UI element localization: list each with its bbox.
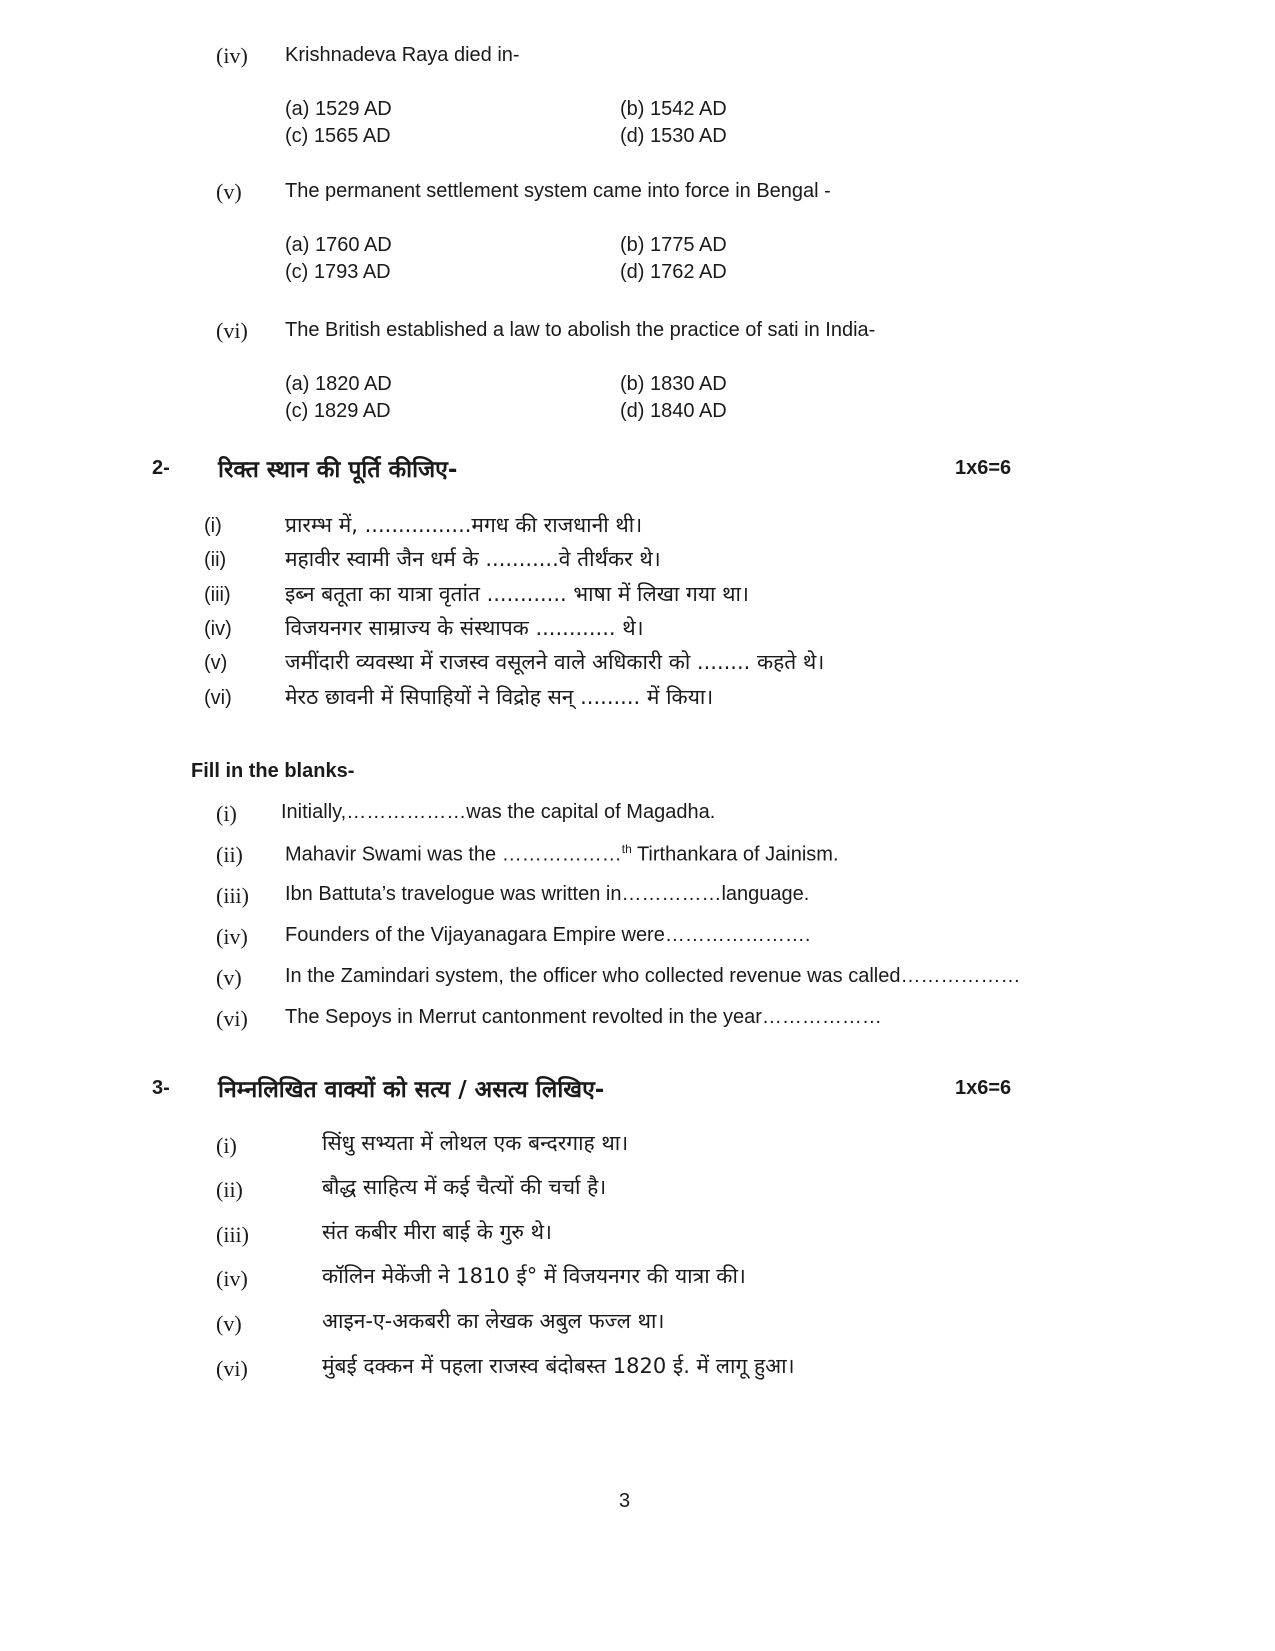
item-text: Mahavir Swami was the ………………$^{th}$ Tirthankara of Jainism. xyxy=(285,842,839,866)
statement-text: बौद्ध साहित्य में कई चैत्यों की चर्चा है। xyxy=(322,1175,607,1199)
option-c: (c) 1829 AD xyxy=(285,400,391,422)
item-number: (vi) xyxy=(216,1006,248,1031)
option-d: (d) 1530 AD xyxy=(620,125,727,147)
statement-text: संत कबीर मीरा बाई के गुरु थे। xyxy=(322,1220,553,1244)
section-marks: 1x6=6 xyxy=(955,457,1012,479)
option-d: (d) 1840 AD xyxy=(620,400,727,422)
option-a: (a) 1529 AD xyxy=(285,98,392,120)
question-number: (vi) xyxy=(216,318,248,343)
item-text-hindi: मेरठ छावनी में सिपाहियों ने विद्रोह सन् ......... में किया। xyxy=(285,685,714,709)
section-number: 2- xyxy=(152,457,170,479)
item-text: Founders of the Vijayanagara Empire were…………………. xyxy=(285,924,811,946)
item-number: (i) xyxy=(216,1133,237,1158)
option-d: (d) 1762 AD xyxy=(620,261,727,283)
item-number: (iv) xyxy=(204,618,232,640)
item-number: (i) xyxy=(204,515,222,537)
question-text: The permanent settlement system came into force in Bengal - xyxy=(285,180,831,202)
item-number: (i) xyxy=(216,801,237,826)
statement-text: मुंबई दक्कन में पहला राजस्व बंदोबस्त 1820 ई. में लागू हुआ। xyxy=(322,1354,795,1378)
item-number: (v) xyxy=(216,965,242,990)
statement-text: कॉलिन मेकेंजी ने 1810 ई° में विजयनगर की यात्रा की। xyxy=(322,1264,746,1288)
item-number: (v) xyxy=(216,1311,242,1336)
section-title: निम्नलिखित वाक्यों को सत्य / असत्य लिखिए- xyxy=(218,1077,605,1103)
option-c: (c) 1565 AD xyxy=(285,125,391,147)
item-number: (iii) xyxy=(216,883,249,908)
question-text: Krishnadeva Raya died in- xyxy=(285,44,520,66)
item-text: The Sepoys in Merrut cantonment revolted in the year……………… xyxy=(285,1006,882,1028)
question-number: (v) xyxy=(216,179,242,204)
item-number: (iv) xyxy=(216,1266,248,1291)
item-text: Initially,………………was the capital of Magadha. xyxy=(281,801,716,823)
option-b: (b) 1542 AD xyxy=(620,98,727,120)
item-text: Ibn Battuta’s travelogue was written in……………language. xyxy=(285,883,810,905)
item-number: (ii) xyxy=(216,1177,243,1202)
item-number: (vi) xyxy=(216,1356,248,1381)
item-text-hindi: विजयनगर साम्राज्य के संस्थापक ............ थे। xyxy=(285,616,644,640)
option-b: (b) 1775 AD xyxy=(620,234,727,256)
item-text-hindi: जमींदारी व्यवस्था में राजस्व वसूलने वाले अधिकारी को ........ कहते थे। xyxy=(285,650,825,674)
item-number: (vi) xyxy=(204,687,232,709)
section-marks: 1x6=6 xyxy=(955,1077,1012,1099)
option-a: (a) 1820 AD xyxy=(285,373,392,395)
item-number: (iv) xyxy=(216,924,248,949)
section-number: 3- xyxy=(152,1077,170,1099)
item-number: (iii) xyxy=(204,584,231,606)
question-text: The British established a law to abolish the practice of sati in India- xyxy=(285,319,876,341)
item-number: (iii) xyxy=(216,1222,249,1247)
section-title: रिक्त स्थान की पूर्ति कीजिए- xyxy=(218,457,458,483)
item-text: In the Zamindari system, the officer who collected revenue was called……………… xyxy=(285,965,1021,987)
option-a: (a) 1760 AD xyxy=(285,234,392,256)
option-b: (b) 1830 AD xyxy=(620,373,727,395)
item-number: (v) xyxy=(204,652,228,674)
page-number: 3 xyxy=(619,1490,631,1512)
item-number: (ii) xyxy=(216,842,243,867)
item-text-hindi: महावीर स्वामी जैन धर्म के ...........वे तीर्थंकर थे। xyxy=(285,547,661,571)
item-text-hindi: प्रारम्भ में, ................मगध की राजधानी थी। xyxy=(285,513,643,537)
question-number: (iv) xyxy=(216,43,248,68)
option-c: (c) 1793 AD xyxy=(285,261,391,283)
item-number: (ii) xyxy=(204,549,227,571)
statement-text: आइन-ए-अकबरी का लेखक अबुल फज्ल था। xyxy=(322,1309,665,1333)
statement-text: सिंधु सभ्यता में लोथल एक बन्दरगाह था। xyxy=(322,1131,629,1155)
item-text-hindi: इब्न बतूता का यात्रा वृतांत ............ भाषा में लिखा गया था। xyxy=(285,582,749,606)
subsection-title: Fill in the blanks- xyxy=(191,760,355,782)
